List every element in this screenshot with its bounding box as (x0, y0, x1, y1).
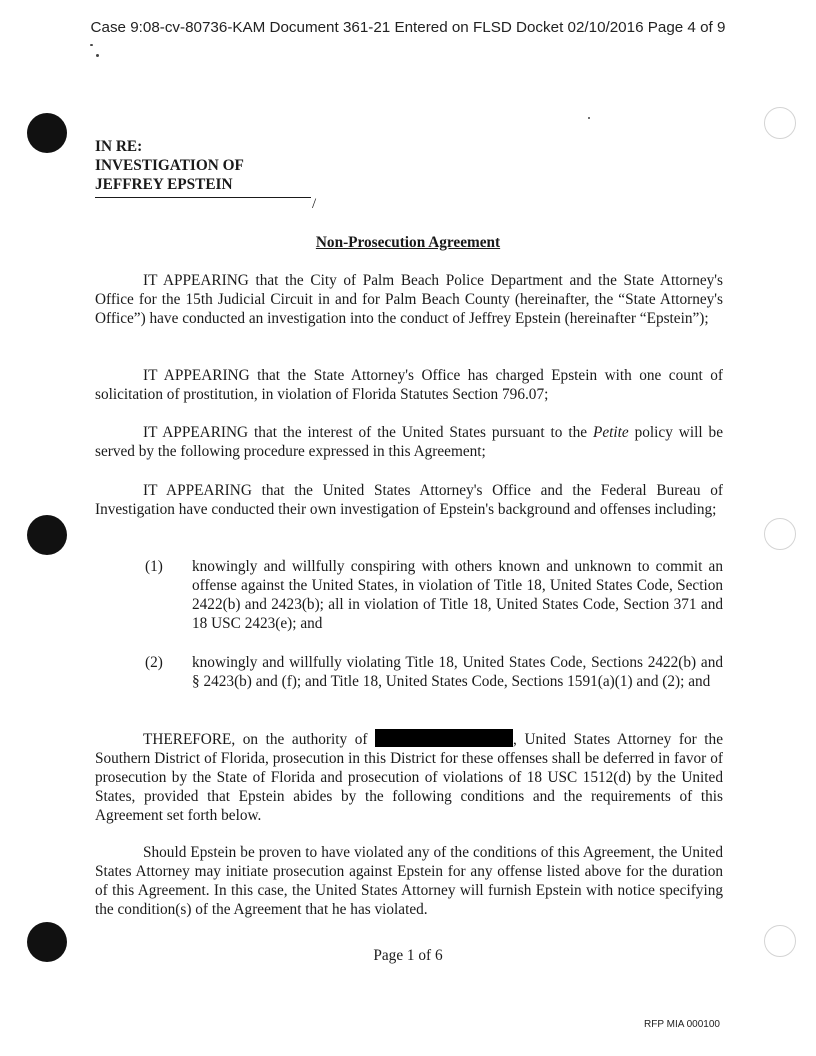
caption-line: IN RE: (95, 138, 143, 155)
caption-slash: / (312, 196, 317, 212)
caption-line: JEFFREY EPSTEIN (95, 176, 233, 193)
document-title: Non-Prosecution Agreement (315, 234, 501, 251)
violation-paragraph: Should Epstein be proven to have violated any of the conditions of this Agreement, the United States Attorney may initiate prosecution against Epstein for any offense listed above for the duration of this Agreement. In this case, the United States Attorney will furnish Epstein with notice specifying the condition(s) of the Agreement that he has violated. (95, 844, 723, 918)
item-text: knowingly and willfully conspiring with others known and unknown to commit an offense against the United States, in violation of Title 18, United States Code, Section 2422(b) and 2423(b); all in violation of Title 18, United States Code, Section 371 and 18 USC 2423(e); and (192, 558, 723, 632)
punch-hole-outline (764, 107, 796, 139)
recital-paragraph (95, 423, 723, 461)
policy-name: Petite (593, 424, 629, 441)
paragraph-text: , United States Attorney for the Southern District of Florida, prosecution in this District for these offenses shall be deferred in favor of prosecution by the State of Florida and prosecution of violations of 18 USC 1512(d) by the United States, provided that Epstein abides by the following conditions and the requirements of this Agreement set forth below. (95, 731, 723, 824)
item-number: (2) (145, 654, 163, 671)
recital-paragraph: IT APPEARING that the United States Attorney's Office and the Federal Bureau of Investigation have conducted their own investigation of Epstein's background and offenses including; (95, 482, 723, 518)
page-number: Page 1 of 6 (373, 947, 443, 964)
recital-text: IT APPEARING that the interest of the United States pursuant to the (143, 424, 593, 441)
punch-hole-outline (764, 518, 796, 550)
case-caption (95, 137, 244, 194)
item-number: (1) (145, 558, 163, 575)
recital-paragraph: IT APPEARING that the State Attorney's Office has charged Epstein with one count of solicitation of prostitution, in violation of Florida Statutes Section 796.07; (95, 367, 723, 403)
hole-punch (27, 515, 67, 555)
bates-number: RFP MIA 000100 (644, 1019, 720, 1030)
paragraph-text: THEREFORE, on the authority of (143, 731, 376, 748)
redaction-box (375, 729, 513, 747)
scan-speck (90, 44, 93, 46)
therefore-paragraph (95, 729, 723, 825)
court-filing-header: Case 9:08-cv-80736-KAM Document 361-21 Entered on FLSD Docket 02/10/2016 Page 4 of 9 (90, 19, 726, 36)
recital-text: policy will be served by the following procedure expressed in this Agreement; (95, 424, 723, 460)
recital-paragraph: IT APPEARING that the City of Palm Beach Police Department and the State Attorney's Office for the 15th Judicial Circuit in and for Palm Beach County (hereinafter, the “State Attorney's Office”) have conducted an investigation into the conduct of Jeffrey Epstein (hereinafter “Epstein”); (95, 272, 723, 327)
scan-speck (96, 54, 99, 57)
hole-punch (27, 113, 67, 153)
caption-rule (95, 197, 311, 198)
scan-speck (588, 117, 590, 119)
item-text: knowingly and willfully violating Title 18, United States Code, Sections 2422(b) and § 2423(b) and (f); and Title 18, United States Code, Sections 1591(a)(1) and (2); and (192, 654, 723, 690)
caption-line: INVESTIGATION OF (95, 157, 244, 174)
